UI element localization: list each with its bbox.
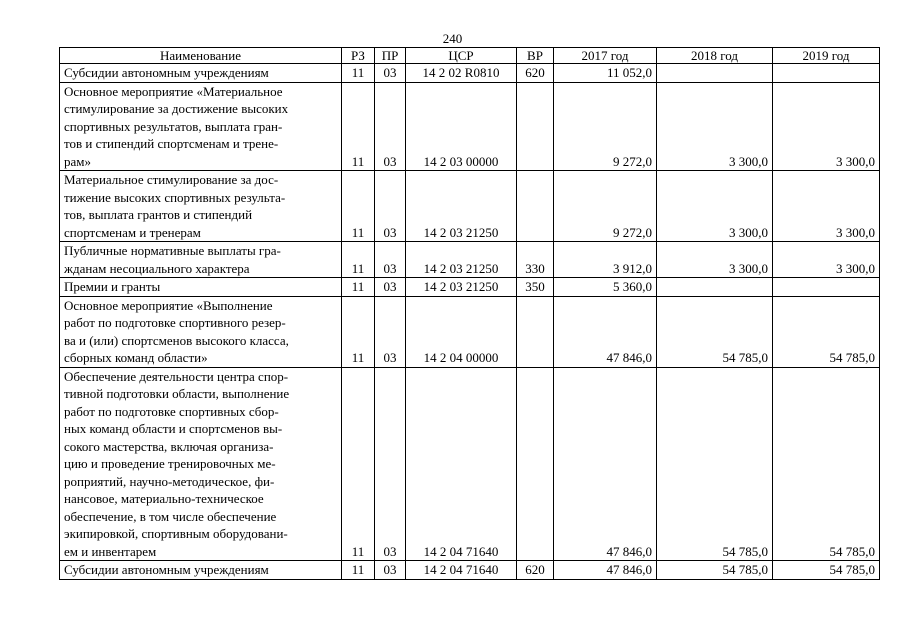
cell-2019: 54 785,0 xyxy=(773,296,880,367)
page-number: 240 xyxy=(442,31,463,46)
header-rz: РЗ xyxy=(342,48,375,64)
header-pr: ПР xyxy=(375,48,406,64)
cell-2018: 3 300,0 xyxy=(657,171,773,242)
cell-2019 xyxy=(773,64,880,83)
cell-2018 xyxy=(657,278,773,297)
cell-pr: 03 xyxy=(375,561,406,580)
cell-csr: 14 2 04 00000 xyxy=(406,296,517,367)
cell-name: Субсидии автономным учреждениям xyxy=(60,64,342,83)
cell-vr: 330 xyxy=(517,242,554,278)
header-vr: ВР xyxy=(517,48,554,64)
cell-2018: 54 785,0 xyxy=(657,367,773,561)
cell-2018: 3 300,0 xyxy=(657,242,773,278)
cell-vr xyxy=(517,171,554,242)
table-row xyxy=(60,296,880,367)
cell-name: Субсидии автономным учреждениям xyxy=(60,561,342,580)
cell-rz: 11 xyxy=(342,82,375,171)
cell-pr: 03 xyxy=(375,278,406,297)
cell-2019: 3 300,0 xyxy=(773,171,880,242)
table-row xyxy=(60,367,880,561)
cell-rz: 11 xyxy=(342,296,375,367)
table-row xyxy=(60,242,880,278)
cell-rz: 11 xyxy=(342,278,375,297)
table-row xyxy=(60,171,880,242)
cell-2017: 47 846,0 xyxy=(554,367,657,561)
cell-2017: 11 052,0 xyxy=(554,64,657,83)
cell-pr: 03 xyxy=(375,242,406,278)
cell-vr xyxy=(517,82,554,171)
cell-vr: 620 xyxy=(517,561,554,580)
table-row xyxy=(60,561,880,580)
header-name: Наименование xyxy=(60,48,342,64)
table-header-row xyxy=(60,48,880,64)
header-2019: 2019 год xyxy=(773,48,880,64)
cell-csr: 14 2 03 21250 xyxy=(406,242,517,278)
cell-2018 xyxy=(657,64,773,83)
cell-rz: 11 xyxy=(342,64,375,83)
cell-name: Обеспечение деятельности центра спор- тивной подготовки области, выполнение работ по подготовке спортивных сбор- ных команд области и спортсменов вы- сокого мастерства, включая организа- цию и проведение тренировочных ме- роприятий, научно-методическое, фи- нансовое, материально-техническое обеспечение, в том числе обеспечение экипировкой, спортивным оборудовани- ем и инвентарем xyxy=(60,367,342,561)
cell-rz: 11 xyxy=(342,242,375,278)
cell-vr xyxy=(517,296,554,367)
header-2018: 2018 год xyxy=(657,48,773,64)
cell-vr: 350 xyxy=(517,278,554,297)
cell-name: Публичные нормативные выплаты гра- жданам несоциального характера xyxy=(60,242,342,278)
cell-2019: 3 300,0 xyxy=(773,242,880,278)
table-row xyxy=(60,64,880,83)
cell-name: Основное мероприятие «Материальное стимулирование за достижение высоких спортивных результатов, выплата гран- тов и стипендий спортсменам и трене- рам» xyxy=(60,82,342,171)
cell-2018: 3 300,0 xyxy=(657,82,773,171)
cell-pr: 03 xyxy=(375,64,406,83)
cell-pr: 03 xyxy=(375,82,406,171)
cell-2017: 5 360,0 xyxy=(554,278,657,297)
header-2017: 2017 год xyxy=(554,48,657,64)
cell-rz: 11 xyxy=(342,171,375,242)
cell-csr: 14 2 04 71640 xyxy=(406,561,517,580)
cell-2017: 47 846,0 xyxy=(554,296,657,367)
cell-name: Основное мероприятие «Выполнение работ по подготовке спортивного резер- ва и (или) спортсменов высокого класса, сборных команд области» xyxy=(60,296,342,367)
cell-2019 xyxy=(773,278,880,297)
cell-name: Материальное стимулирование за дос- тижение высоких спортивных результа- тов, выплата грантов и стипендий спортсменам и тренерам xyxy=(60,171,342,242)
cell-2019: 54 785,0 xyxy=(773,561,880,580)
cell-csr: 14 2 03 00000 xyxy=(406,82,517,171)
cell-csr: 14 2 04 71640 xyxy=(406,367,517,561)
cell-2019: 54 785,0 xyxy=(773,367,880,561)
cell-vr: 620 xyxy=(517,64,554,83)
cell-2019: 3 300,0 xyxy=(773,82,880,171)
table-row xyxy=(60,278,880,297)
cell-rz: 11 xyxy=(342,561,375,580)
cell-pr: 03 xyxy=(375,367,406,561)
cell-pr: 03 xyxy=(375,296,406,367)
cell-csr: 14 2 03 21250 xyxy=(406,278,517,297)
cell-vr xyxy=(517,367,554,561)
cell-csr: 14 2 03 21250 xyxy=(406,171,517,242)
cell-2017: 9 272,0 xyxy=(554,82,657,171)
cell-csr: 14 2 02 R0810 xyxy=(406,64,517,83)
cell-2018: 54 785,0 xyxy=(657,561,773,580)
cell-name: Премии и гранты xyxy=(60,278,342,297)
cell-2017: 47 846,0 xyxy=(554,561,657,580)
cell-pr: 03 xyxy=(375,171,406,242)
table-row xyxy=(60,82,880,171)
budget-table xyxy=(59,47,880,580)
cell-2017: 9 272,0 xyxy=(554,171,657,242)
header-csr: ЦСР xyxy=(406,48,517,64)
cell-2017: 3 912,0 xyxy=(554,242,657,278)
cell-2018: 54 785,0 xyxy=(657,296,773,367)
cell-rz: 11 xyxy=(342,367,375,561)
